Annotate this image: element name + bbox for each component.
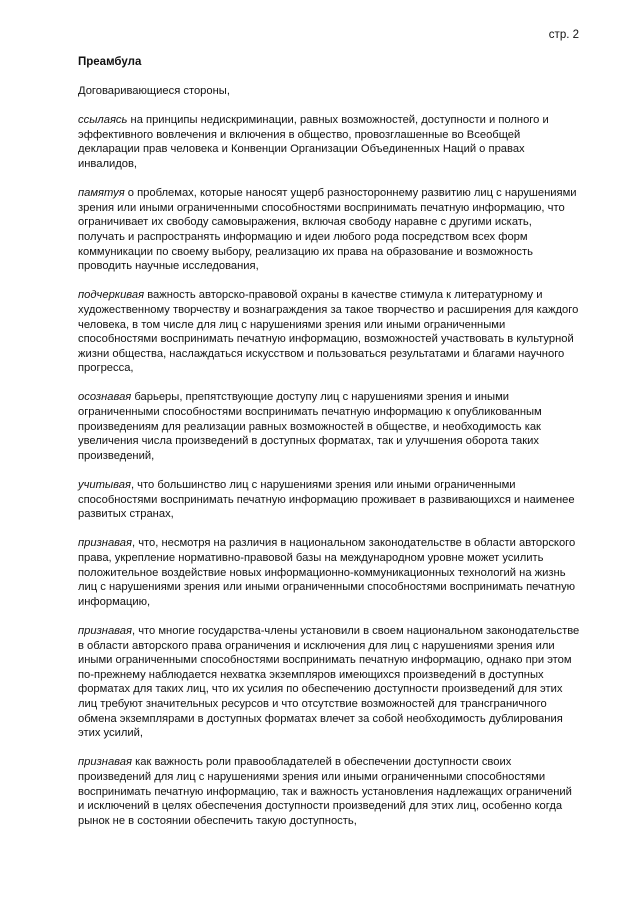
clause-mindful <box>78 186 580 274</box>
opening-line: Договаривающиеся стороны, <box>78 85 230 97</box>
clause-text: , что, несмотря на различия в национальном законодательстве в области авторского права, укрепление нормативно-правовой базы на международном уровне может усилить положительное воздействие новых информационно-коммуникационных технологий на жизнь лиц с нарушениями зрения или иными ограниченными способностями воспринимать печатную информацию, <box>78 537 576 608</box>
clause-keyword: ссылаясь <box>78 114 128 127</box>
clause-emphasizing <box>78 288 580 376</box>
clause-keyword: учитывая <box>78 479 131 492</box>
clause-recognizing-1 <box>78 536 580 609</box>
clause-keyword: признавая <box>78 537 132 550</box>
clause-recognizing-3 <box>78 755 580 828</box>
clause-text: барьеры, препятствующие доступу лиц с нарушениями зрения и иными ограниченными способностями воспринимать печатную информацию к опубликованным произведениям для реализации равных возможностей в обществе, и необходимость как увеличения числа произведений в доступных форматах, так и улучшения оборота таких произведений, <box>78 391 542 462</box>
clause-text: важность авторско-правовой охраны в качестве стимула к литературному и художественному творчеству и вознаграждения за такое творчество и расширения для каждого человека, в том числе для лиц с нарушениями зрения или иными ограниченными способностями воспринимать печатную информацию, возможностей участвовать в культурной жизни общества, наслаждаться искусством и пользоваться результатами и благами научного прогресса, <box>78 289 579 375</box>
clause-keyword: подчеркивая <box>78 289 145 302</box>
clause-keyword: памятуя <box>78 187 125 200</box>
page-number: стр. 2 <box>548 29 579 41</box>
clause-keyword: признавая <box>78 624 132 637</box>
clause-text: как важность роли правообладателей в обеспечении доступности своих произведений для лиц с нарушениями зрения или иными ограниченными способностями воспринимать печатную информацию, так и важность установления надлежащих ограничений и исключений в целях обеспечения доступности произведений для этих лиц, особенно когда рынок не в состоянии обеспечить такую доступность, <box>78 756 572 827</box>
section-heading: Преамбула <box>78 56 142 68</box>
clause-considering <box>78 478 580 522</box>
clause-text: , что большинство лиц с нарушениями зрения или иными ограниченными способностями воспринимать печатную информацию проживает в развивающихся и наименее развитых странах, <box>78 479 575 521</box>
clause-aware <box>78 390 580 463</box>
clause-keyword: признавая <box>78 756 132 769</box>
clause-keyword: осознавая <box>78 391 132 404</box>
preamble-body <box>78 84 580 843</box>
clause-text: , что многие государства-члены установили в своем национальном законодательстве в области авторского права ограничения и исключения для лиц с нарушениями зрения или иными ограниченными способностями воспринимать печатную информацию, однако при этом по-прежнему наблюдается нехватка экземпляров имеющихся произведений в доступных форматах для таких лиц, что их усилия по обеспечению доступности произведений для этих лиц требуют значительных ресурсов и что отсутствие возможностей для трансграничного обмена экземплярами в доступных форматах влечет за собой необходимость дублирования этих усилий, <box>78 624 580 740</box>
clause-text: на принципы недискриминации, равных возможностей, доступности и полного и эффективного вовлечения и включения в общество, провозглашенные во Всеобщей декларации прав человека и Конвенции Организации Объединенных Наций о правах инвалидов, <box>78 114 549 170</box>
clause-recognizing-2 <box>78 624 580 741</box>
clause-text: о проблемах, которые наносят ущерб разностороннему развитию лиц с нарушениями зрения или иными ограниченными способностями воспринимать печатную информацию, что ограничивает их свободу самовыражения, включая свободу наравне с другими искать, получать и распространять информацию и идеи любого рода посредством всех форм коммуникации по своему выбору, реализацию их права на образование и возможность проводить научные исследования, <box>78 187 577 273</box>
clause-referring <box>78 113 580 171</box>
